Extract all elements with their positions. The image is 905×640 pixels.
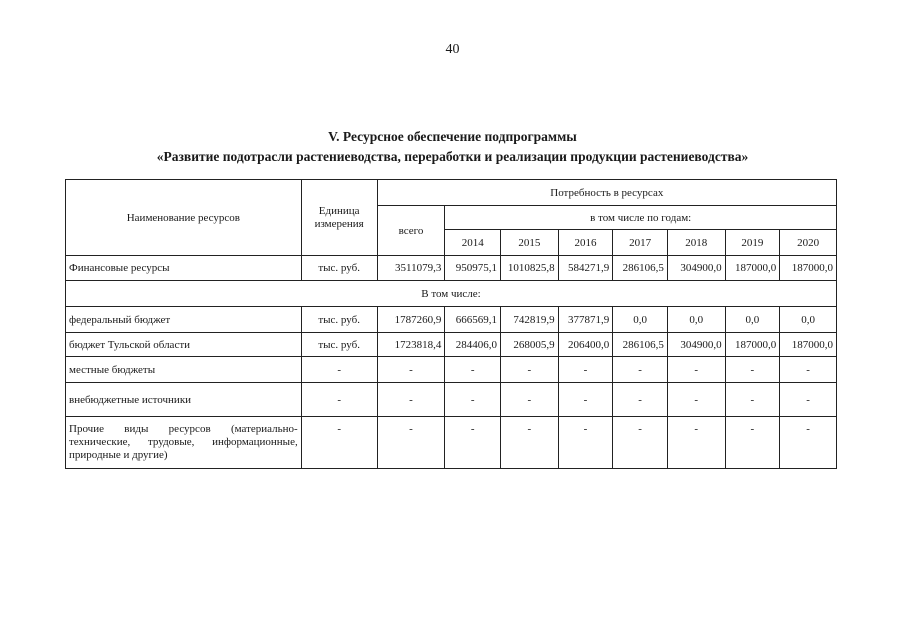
row-value: - [725,417,780,469]
row-name: федеральный бюджет [66,307,302,333]
row-unit: - [301,417,377,469]
row-value: 742819,9 [501,307,559,333]
row-value: - [501,383,559,417]
row-value: 950975,1 [445,256,501,281]
row-value: - [377,383,445,417]
header-by-years: в том числе по годам: [445,206,837,230]
row-name: Финансовые ресурсы [66,256,302,281]
row-value: 1010825,8 [501,256,559,281]
row-value: 187000,0 [725,256,780,281]
row-value: 304900,0 [667,256,725,281]
row-value: 0,0 [613,307,668,333]
header-year: 2016 [558,230,613,256]
row-value: 286106,5 [613,333,668,357]
header-name: Наименование ресурсов [66,180,302,256]
row-value: - [445,383,501,417]
header-year: 2018 [667,230,725,256]
row-value: - [613,383,668,417]
row-name: Прочие виды ресурсов (материально-технические, трудовые, информационные, природные и другие) [66,417,302,469]
row-value: - [501,417,559,469]
row-value: - [501,357,559,383]
table-row [66,333,837,357]
row-value: 0,0 [725,307,780,333]
including-row [66,281,837,307]
finance-row [66,256,837,281]
row-name: местные бюджеты [66,357,302,383]
row-value: 666569,1 [445,307,501,333]
page-number: 40 [445,42,460,57]
section-title-line-1: V. Ресурсное обеспечение подпрограммы [328,129,577,144]
header-year: 2015 [501,230,559,256]
header-year: 2017 [613,230,668,256]
including-label: В том числе: [66,281,837,307]
table-row [66,383,837,417]
row-value: 1787260,9 [377,307,445,333]
row-value: - [558,357,613,383]
row-value: - [613,357,668,383]
row-value: - [377,357,445,383]
row-value: 187000,0 [780,333,837,357]
resources-table [65,179,837,469]
header-total: всего [377,206,445,256]
row-value: - [377,417,445,469]
row-value: - [613,417,668,469]
header-row-1 [66,180,837,206]
row-value: - [667,357,725,383]
row-value: - [445,357,501,383]
row-value: - [725,357,780,383]
row-name: внебюджетные источники [66,383,302,417]
row-value: - [558,417,613,469]
row-unit: тыс. руб. [301,307,377,333]
row-value: 0,0 [667,307,725,333]
header-need: Потребность в ресурсах [377,180,836,206]
other-resources-row [66,417,837,469]
header-unit: Единица измерения [301,180,377,256]
row-value: 268005,9 [501,333,559,357]
table-row [66,357,837,383]
row-value: 187000,0 [780,256,837,281]
row-unit: - [301,357,377,383]
row-value: - [667,417,725,469]
row-value: 0,0 [780,307,837,333]
row-value: 584271,9 [558,256,613,281]
row-value: - [667,383,725,417]
header-year: 2019 [725,230,780,256]
row-value: 284406,0 [445,333,501,357]
row-value: 304900,0 [667,333,725,357]
row-unit: - [301,383,377,417]
row-unit: тыс. руб. [301,333,377,357]
section-title-line-2: «Развитие подотрасли растениеводства, переработки и реализации продукции растениеводства» [156,149,749,164]
row-unit: тыс. руб. [301,256,377,281]
header-year: 2014 [445,230,501,256]
row-value: - [558,383,613,417]
row-value: 206400,0 [558,333,613,357]
row-value: 377871,9 [558,307,613,333]
row-value: 187000,0 [725,333,780,357]
row-value: 1723818,4 [377,333,445,357]
table-row [66,307,837,333]
section-title [0,127,905,167]
header-year: 2020 [780,230,837,256]
row-value: - [780,383,837,417]
row-name: бюджет Тульской области [66,333,302,357]
row-value: 3511079,3 [377,256,445,281]
row-value: - [780,417,837,469]
row-value: - [780,357,837,383]
row-value: 286106,5 [613,256,668,281]
row-value: - [725,383,780,417]
row-value: - [445,417,501,469]
